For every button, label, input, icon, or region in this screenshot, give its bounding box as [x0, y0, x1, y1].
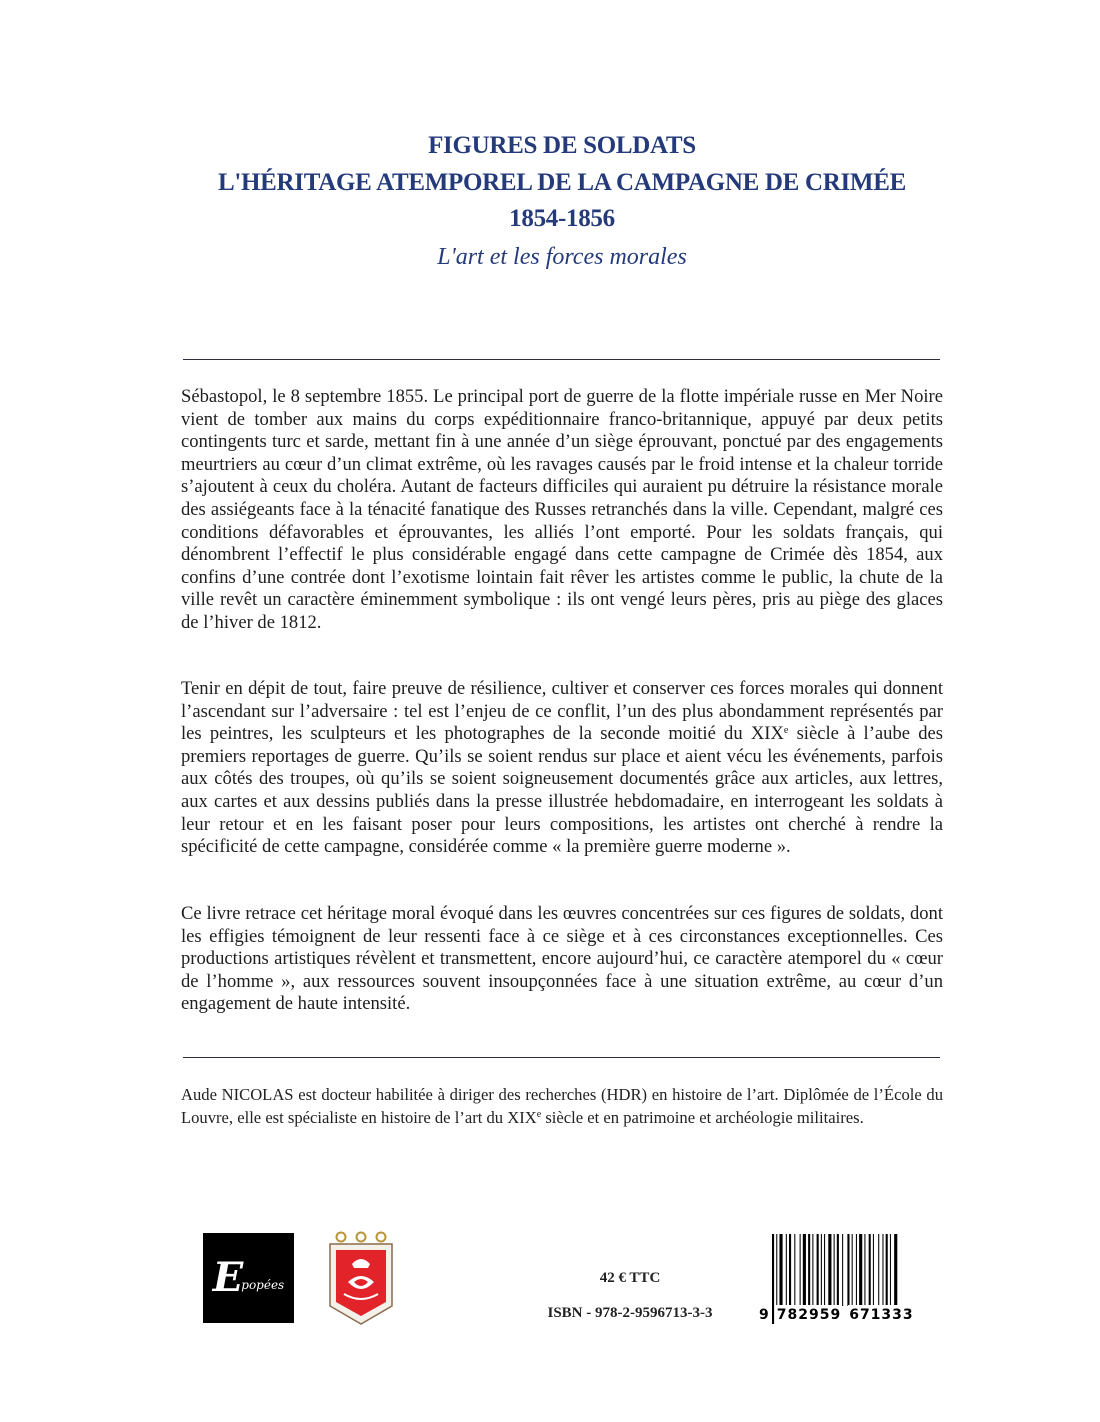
superscript: e	[536, 1108, 542, 1120]
barcode-bar	[817, 1234, 819, 1306]
barcode-bar	[869, 1234, 871, 1306]
barcode-bar	[878, 1234, 879, 1306]
book-subtitle: L'art et les forces morales	[437, 243, 687, 270]
price-label: 42 € TTC	[599, 1270, 661, 1286]
barcode-bar	[837, 1234, 839, 1306]
separator-bottom	[183, 1057, 940, 1058]
barcode-bar	[859, 1234, 862, 1306]
barcode-bar	[821, 1234, 822, 1306]
barcode-bar	[847, 1234, 849, 1306]
summary-paragraph-3: Ce livre retrace cet héritage moral évoqué dans les œuvres concentrées sur ces figures de soldats, dont les effigies témoignent de leur ressenti face à ce siège et à ces circonstances exceptionnelles. Ces productions artistiques révèlent et transmettent, encore aujourd’hui, ce caractère atemporel du « cœur de l’homme », aux ressources souvent insoupçonnées face à une situation extrême, au cœur d’un engagement de haute intensité.	[181, 903, 943, 1015]
barcode-bar	[794, 1234, 795, 1306]
author-bio	[181, 1084, 943, 1129]
barcode-bar	[890, 1234, 891, 1306]
logo-letter: E	[212, 1254, 244, 1301]
heraldic-shield-logo	[326, 1230, 396, 1326]
barcode-bar	[828, 1234, 831, 1306]
barcode-bar	[800, 1234, 801, 1306]
barcode-digit-first: 9	[759, 1307, 769, 1323]
paragraph-2-text-b: siècle à l’aube des premiers reportages de guerre. Qu’ils se soient rendus sur place et aient vécu les événements, parfois aux côtés des troupes, où qu’ils se soient soigneusement documentés grâce aux articles, aux lettres, aux cartes et aux dessins publiés dans la presse illustrée hebdomadaire, en interrogeant les soldats à leur retour et en les faisant poser pour leurs compositions, les artistes ont cherché à rendre la spécificité de cette campagne, considérée comme « la première guerre moderne ».	[181, 723, 943, 858]
barcode-bar	[842, 1234, 843, 1306]
barcode-bar	[824, 1234, 825, 1306]
logo-word: popées	[241, 1278, 285, 1292]
superscript: e	[783, 725, 789, 737]
barcode-bar	[779, 1234, 782, 1306]
book-title-block	[0, 128, 1100, 275]
barcode-bar	[808, 1234, 810, 1306]
barcode-bar	[812, 1234, 813, 1306]
barcode-bar	[803, 1234, 806, 1306]
barcode-bar	[886, 1234, 888, 1306]
barcode-digits-right: 671333	[849, 1307, 914, 1323]
barcode-digits-left: 782959	[776, 1307, 842, 1323]
barcode-bar	[834, 1234, 835, 1306]
barcode-bar	[852, 1234, 853, 1306]
barcode-digits	[758, 1305, 918, 1327]
title-line-3: 1854-1856	[509, 205, 615, 232]
summary-paragraph-1: Sébastopol, le 8 septembre 1855. Le principal port de guerre de la flotte impériale russe en Mer Noire vient de tomber aux mains du corps expéditionnaire franco-britannique, appuyé par deux petits contingents turc et sarde, mettant fin à une année d’un siège éprouvant, ponctué par des engagements meurtriers au cœur d’un climat extrême, où les ravages causés par le froid intense et la chaleur torride s’ajoutent à ceux du choléra. Autant de facteurs difficiles qui auraient pu détruire la résistance morale des assiégeants face à la ténacité fanatique des Russes retranchés dans la ville. Cependant, malgré ces conditions défavorables et éprouvantes, les alliés l’ont emporté. Pour les soldats français, qui dénombrent l’effectif le plus considérable engagé dans cette campagne de Crimée dès 1854, aux confins d’une contrée dont l’exotisme lointain fait rêver les artistes comme le public, la chute de la ville revêt un caractère éminemment symbolique : ils ont vengé leurs pères, pris au piège des glaces de l’hiver de 1812.	[181, 386, 943, 633]
paragraph-2-text-a: Tenir en dépit de tout, faire preuve de résilience, cultiver et conserver ces forces morales qui donnent l’ascendant sur l’adversaire : tel est l’enjeu de ce conflit, l’un des plus abondamment représentés par les peintres, les sculpteurs et les photographes de la seconde moitié du XIX	[181, 678, 943, 745]
summary-paragraph-2	[181, 678, 943, 859]
barcode-bar	[864, 1234, 865, 1306]
bio-text-a: Aude NICOLAS est docteur habilitée à diriger des recherches (HDR) en histoire de l’art. Diplômée de l’École du Louvre, elle est spécialiste en histoire de l’art du XIX	[181, 1085, 943, 1127]
separator-top	[183, 359, 940, 360]
bio-text-b: siècle et en patrimoine et archéologie militaires.	[541, 1107, 864, 1127]
barcode-bar	[856, 1234, 857, 1306]
epopees-publisher-logo	[203, 1233, 294, 1323]
isbn-label: ISBN - 978-2-9596713-3-3	[547, 1305, 713, 1321]
barcode-bar	[873, 1234, 874, 1306]
barcode-bar	[789, 1234, 791, 1306]
title-line-1: FIGURES DE SOLDATS	[428, 132, 696, 159]
barcode-bar	[786, 1234, 787, 1306]
barcode-bar	[882, 1234, 883, 1306]
title-line-2: L'HÉRITAGE ATEMPOREL DE LA CAMPAGNE DE CRIMÉE	[218, 168, 906, 196]
